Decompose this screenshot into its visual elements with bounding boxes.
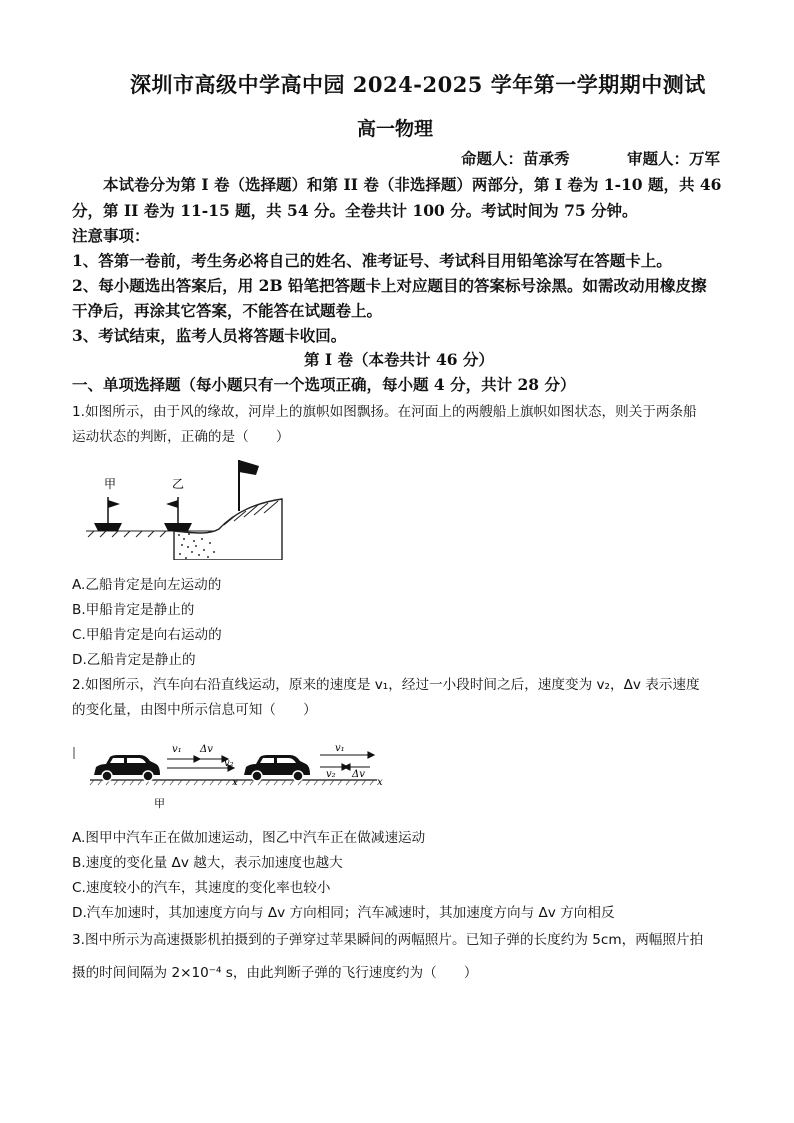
q3-stem-line-1: 3.图中所示为高速摄影机拍摄到的子弹穿过苹果瞬间的两幅照片。已知子弹的长度约为 5cm，两幅照片拍 xyxy=(72,932,704,948)
flag-yi xyxy=(166,500,178,508)
car1-dv-label: Δv xyxy=(200,744,213,755)
q1-figure-boats xyxy=(84,455,284,560)
q2-option-a: A.图甲中汽车正在做加速运动，图乙中汽车正在做减速运动 xyxy=(72,830,426,846)
boat-jia xyxy=(94,523,122,531)
q1-stem-line-1: 1.如图所示，由于风的缘故，河岸上的旗帜如图飘扬。在河面上的两艘船上旗帜如图状态，则关于两条船 xyxy=(72,404,697,420)
boat-yi xyxy=(164,523,192,531)
label-jia: 甲 xyxy=(104,477,117,491)
q1-stem-line-2: 运动状态的判断，正确的是（ ） xyxy=(72,429,290,445)
exam-title: 深圳市高级中学高中园 2024-2025 学年第一学期期中测试 xyxy=(130,72,706,97)
car-jia xyxy=(94,755,160,781)
riverbank xyxy=(174,499,282,560)
shore-flag xyxy=(239,460,259,475)
fig-label-jia: 甲 xyxy=(154,797,165,810)
flag-jia xyxy=(108,500,120,508)
intro-line-1: 本试卷分为第 I 卷（选择题）和第 II 卷（非选择题）两部分，第 I 卷为 1-10 题，共 46 xyxy=(103,175,722,194)
q2-stem-line-2: 的变化量，由图中所示信息可知（ ） xyxy=(72,702,317,718)
car1-x-label: x xyxy=(232,777,238,788)
q2-option-b: B.速度的变化量 Δv 越大，表示加速度也越大 xyxy=(72,855,343,871)
q2-option-d: D.汽车加速时，其加速度方向与 Δv 方向相同；汽车减速时，其加速度方向与 Δv 方向相反 xyxy=(72,905,615,921)
exam-subtitle: 高一物理 xyxy=(357,118,434,140)
note-2a: 2、每小题选出答案后，用 2B 铅笔把答题卡上对应题目的答案标号涂黑。如需改动用橡皮擦 xyxy=(72,276,707,295)
label-yi: 乙 xyxy=(172,477,185,491)
q3-stem-line-2: 摄的时间间隔为 2×10⁻⁴ s，由此判断子弹的飞行速度约为（ ） xyxy=(72,965,478,981)
reviewer: 审题人：万军 xyxy=(627,149,721,168)
section-heading: 一、单项选择题（每小题只有一个选项正确，每小题 4 分，共计 28 分） xyxy=(72,375,576,394)
q1-option-b: B.甲船肯定是静止的 xyxy=(72,602,195,618)
author: 命题人：苗承秀 xyxy=(461,149,570,168)
note-2b: 干净后，再涂其它答案，不能答在试题卷上。 xyxy=(72,301,383,320)
q2-stem-line-1: 2.如图所示，汽车向右沿直线运动，原来的速度是 v₁，经过一小段时间之后，速度变为 v₂，Δv 表示速度 xyxy=(72,677,700,693)
car1-v2-label: v₂ xyxy=(224,758,234,769)
notes-heading: 注意事项： xyxy=(72,226,150,245)
car2-x-label: x xyxy=(377,777,383,788)
q1-option-a: A.乙船肯定是向左运动的 xyxy=(72,577,222,593)
intro-line-2: 分，第 II 卷为 11-15 题，共 54 分。全卷共计 100 分。考试时间为 75 分钟。 xyxy=(72,201,638,220)
car2-dv-label: Δv xyxy=(352,769,365,780)
car-yi xyxy=(244,755,310,781)
q2-figure-cars xyxy=(72,733,397,813)
car1-v1-label: v₁ xyxy=(172,744,182,755)
car2-v2-label: v₂ xyxy=(326,769,336,780)
note-1: 1、答第一卷前，考生务必将自己的姓名、准考证号、考试科目用铅笔涂写在答题卡上。 xyxy=(72,251,672,270)
q1-option-c: C.甲船肯定是向右运动的 xyxy=(72,627,222,643)
q2-option-c: C.速度较小的汽车，其速度的变化率也较小 xyxy=(72,880,331,896)
q1-option-d: D.乙船肯定是静止的 xyxy=(72,652,196,668)
car2-v1-label: v₁ xyxy=(335,743,345,754)
part1-heading: 第 I 卷（本卷共计 46 分） xyxy=(304,350,494,369)
note-3: 3、考试结束，监考人员将答题卡收回。 xyxy=(72,326,347,345)
